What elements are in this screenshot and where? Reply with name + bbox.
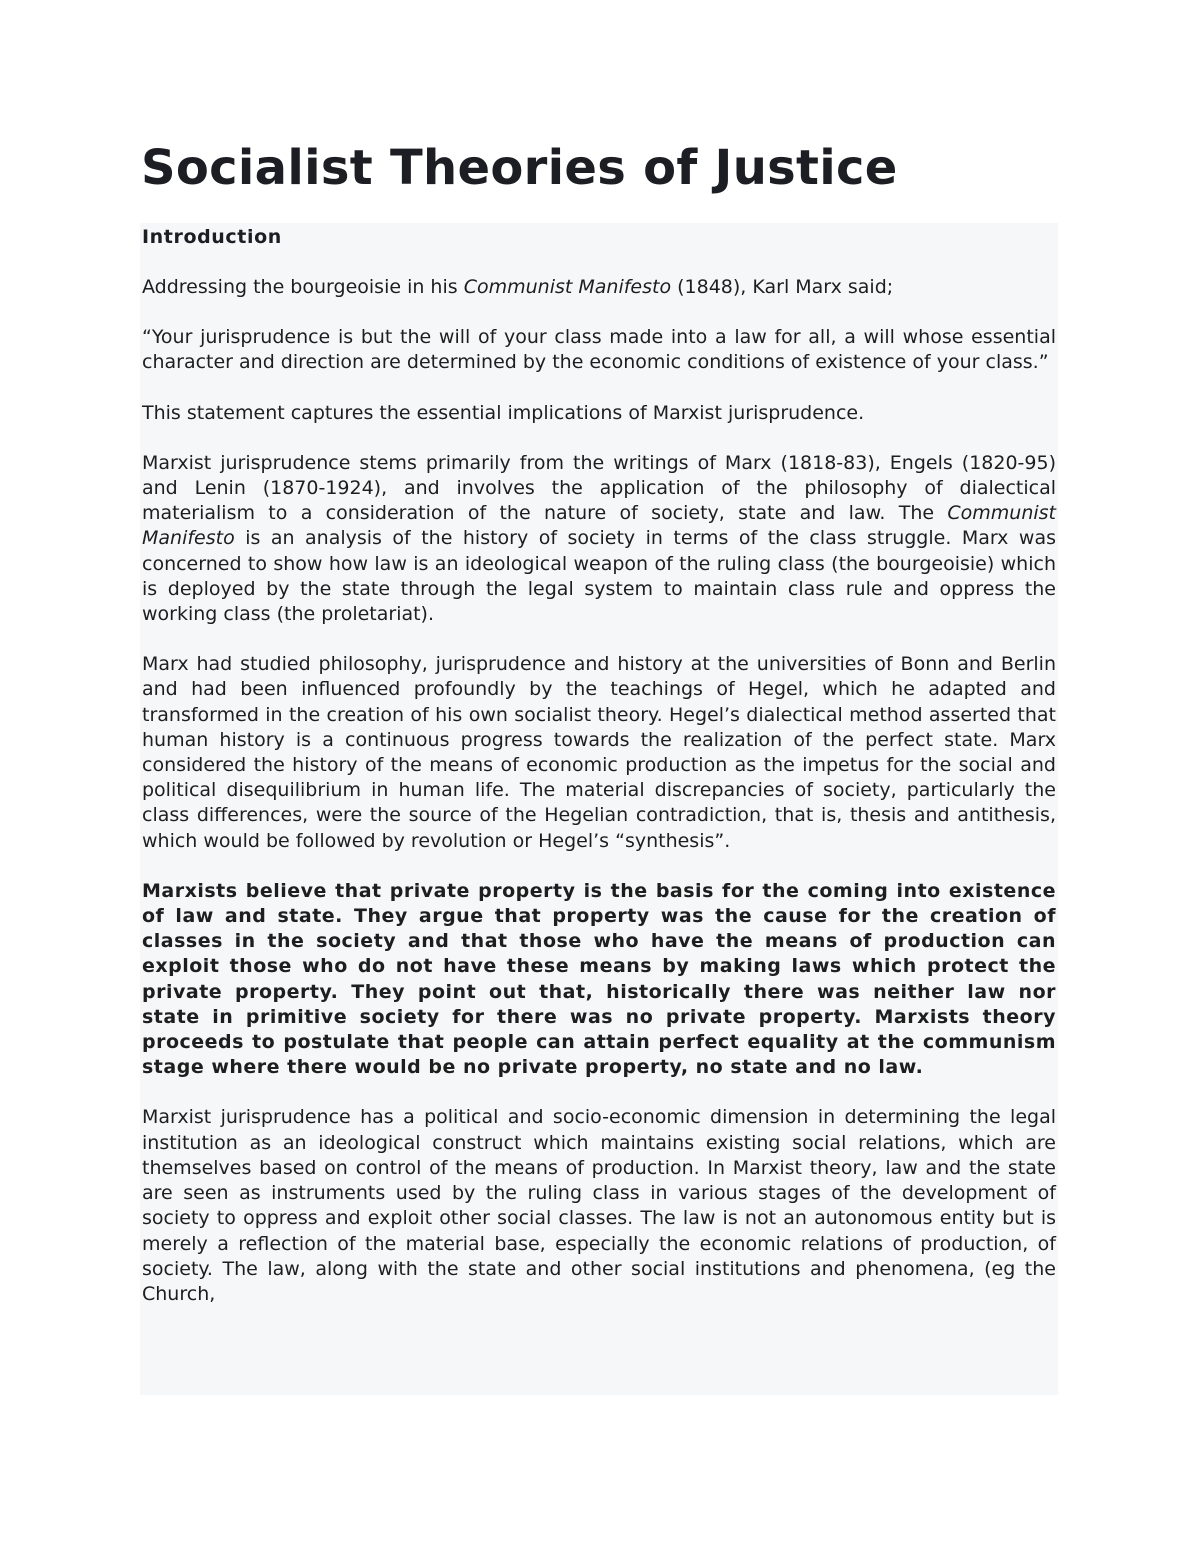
manifesto-title-italic: Communist Manifesto [463, 276, 672, 298]
section-heading: Introduction [142, 226, 282, 248]
hegel-paragraph: Marx had studied philosophy, jurisprudence and history at the universities of Bonn and Berlin and had been influenced profoundly by the teachings of Hegel, which he adapted and transformed in the creation of his own socialist theory. Hegel’s dialectical method asserted that human history is a continuous progress towards the realization of the perfect state. Marx considered the history of the means of economic production as the impetus for the social and political disequilibrium in human life. The material discrepancies of society, particularly the class differences, were the source of the Hegelian contradiction, that is, thesis and antithesis, which would be followed by revolution or Hegel’s “synthesis”. [142, 653, 1056, 852]
intro-text-after: (1848), Karl Marx said; [671, 276, 894, 298]
political-dimension-paragraph: Marxist jurisprudence has a political and socio-economic dimension in determining the legal institution as an ideological construct which maintains existing social relations, which are themselves based on control of the means of production. In Marxist theory, law and the state are seen as instruments used by the ruling class in various stages of the development of society to oppress and exploit other social classes. The law is not an autonomous entity but is merely a reflection of the material base, especially the economic relations of production, of society. The law, along with the state and other social institutions and phenomena, (eg the Church, [142, 1106, 1056, 1305]
content-body [142, 223, 1056, 1307]
origins-paragraph [142, 451, 1056, 627]
page-title: Socialist Theories of Justice [141, 140, 898, 196]
manifesto-title-italic-2: Communist Manifesto [142, 502, 1056, 550]
marx-quote-paragraph: “Your jurisprudence is but the will of your class made into a law for all, a will whose essential character and direction are determined by the economic conditions of existence of your class.” [142, 326, 1056, 374]
private-property-paragraph: Marxists believe that private property is the basis for the coming into existence of law and state. They argue that property was the cause for the creation of classes in the society and that those who have the means of production can exploit those who do not have these means by making laws which protect the private property. They point out that, historically there was neither law nor state in primitive society for there was no private property. Marxists theory proceeds to postulate that people can attain perfect equality at the communism stage where there would be no private property, no state and no law. [142, 879, 1056, 1079]
intro-text-before: Addressing the bourgeoisie in his [142, 276, 464, 298]
origins-text-after: is an analysis of the history of society in terms of the class struggle. Marx was concerned to show how law is an ideological weapon of the ruling class (the bourgeoisie) which is deployed by the state through the legal system to maintain class rule and oppress the working class (the proletariat). [142, 527, 1056, 626]
content-block [140, 223, 1058, 1395]
statement-paragraph: This statement captures the essential implications of Marxist jurisprudence. [142, 401, 865, 424]
origins-text-before: Marxist jurisprudence stems primarily from the writings of Marx (1818-83), Engels (1820-95) and Lenin (1870-1924), and involves the application of the philosophy of dialectical materialism to a consideration of the nature of society, state and law. The [142, 451, 1056, 525]
intro-paragraph [142, 275, 1056, 300]
